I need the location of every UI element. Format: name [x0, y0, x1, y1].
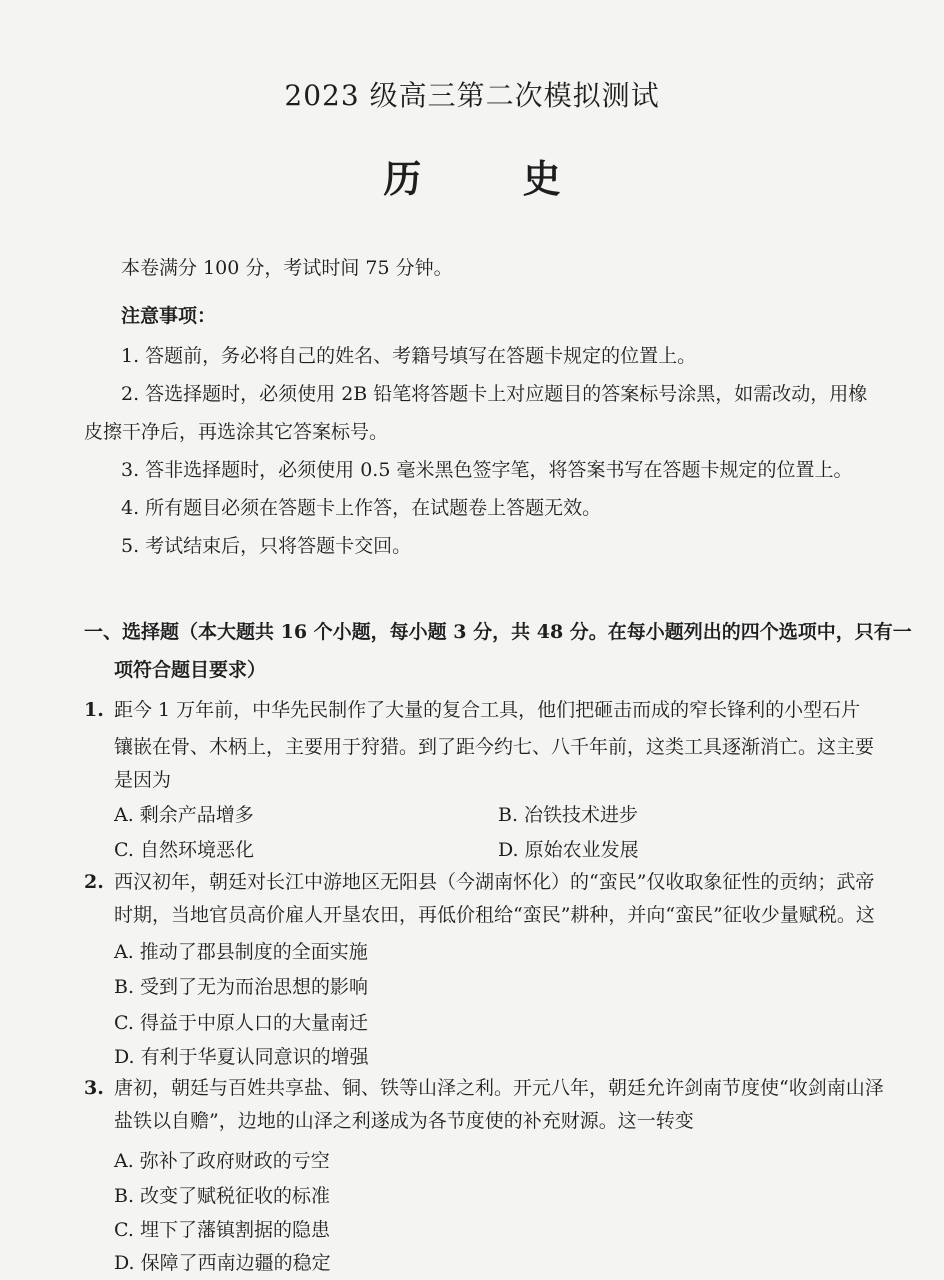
question-number: 2. [84, 871, 104, 893]
question-stem: 西汉初年，朝廷对长江中游地区无阳县（今湖南怀化）的“蛮民”仅收取象征性的贡纳；武帝 [114, 871, 875, 893]
notice-item: 4. 所有题目必须在答题卡上作答，在试题卷上答题无效。 [121, 497, 602, 519]
question-number: 1. [84, 699, 104, 721]
question-number: 3. [84, 1077, 104, 1099]
notice-item: 3. 答非选择题时，必须使用 0.5 毫米黑色签字笔，将答案书写在答题卡规定的位置上。 [121, 459, 853, 481]
subject-title: 历 史 [383, 156, 605, 201]
section-heading-continuation: 项符合题目要求） [114, 659, 267, 681]
option-d: D. 原始农业发展 [498, 839, 639, 861]
option-a: A. 弥补了政府财政的亏空 [114, 1150, 330, 1172]
exam-title: 2023 级高三第二次模拟测试 [284, 79, 660, 112]
option-c: C. 自然环境恶化 [114, 839, 254, 861]
question-stem: 盐铁以自赡”，边地的山泽之利遂成为各节度使的补充财源。这一转变 [114, 1110, 694, 1132]
option-b: B. 冶铁技术进步 [498, 804, 639, 826]
option-a: A. 剩余产品增多 [114, 804, 254, 826]
notice-item: 2. 答选择题时，必须使用 2B 铅笔将答题卡上对应题目的答案标号涂黑，如需改动，用橡 [121, 383, 868, 405]
option-a: A. 推动了郡县制度的全面实施 [114, 941, 368, 963]
option-b: B. 受到了无为而治思想的影响 [114, 976, 369, 998]
section-heading: 一、选择题（本大题共 16 个小题，每小题 3 分，共 48 分。在每小题列出的四个选项中，只有一 [84, 621, 912, 643]
option-b: B. 改变了赋税征收的标准 [114, 1185, 331, 1207]
intro-text: 本卷满分 100 分，考试时间 75 分钟。 [121, 257, 453, 279]
notice-item-continuation: 皮擦干净后，再选涂其它答案标号。 [84, 421, 389, 443]
option-c: C. 得益于中原人口的大量南迁 [114, 1012, 368, 1034]
notice-heading: 注意事项： [121, 305, 217, 327]
question-stem: 唐初，朝廷与百姓共享盐、铜、铁等山泽之利。开元八年，朝廷允许剑南节度使“收剑南山泽 [114, 1077, 884, 1099]
option-d: D. 有利于华夏认同意识的增强 [114, 1046, 369, 1068]
option-c: C. 埋下了藩镇割据的隐患 [114, 1219, 330, 1241]
notice-item: 5. 考试结束后，只将答题卡交回。 [121, 535, 412, 557]
question-stem: 距今 1 万年前，中华先民制作了大量的复合工具，他们把砸击而成的窄长锋利的小型石片 [114, 699, 861, 721]
question-stem: 镶嵌在骨、木柄上，主要用于狩猎。到了距今约七、八千年前，这类工具逐渐消亡。这主要 [114, 736, 875, 758]
option-d: D. 保障了西南边疆的稳定 [114, 1252, 331, 1274]
question-stem: 是因为 [114, 769, 172, 791]
question-stem: 时期，当地官员高价雇人开垦农田，再低价租给“蛮民”耕种，并向“蛮民”征收少量赋税。这 [114, 904, 875, 926]
notice-item: 1. 答题前，务必将自己的姓名、考籍号填写在答题卡规定的位置上。 [121, 345, 697, 367]
